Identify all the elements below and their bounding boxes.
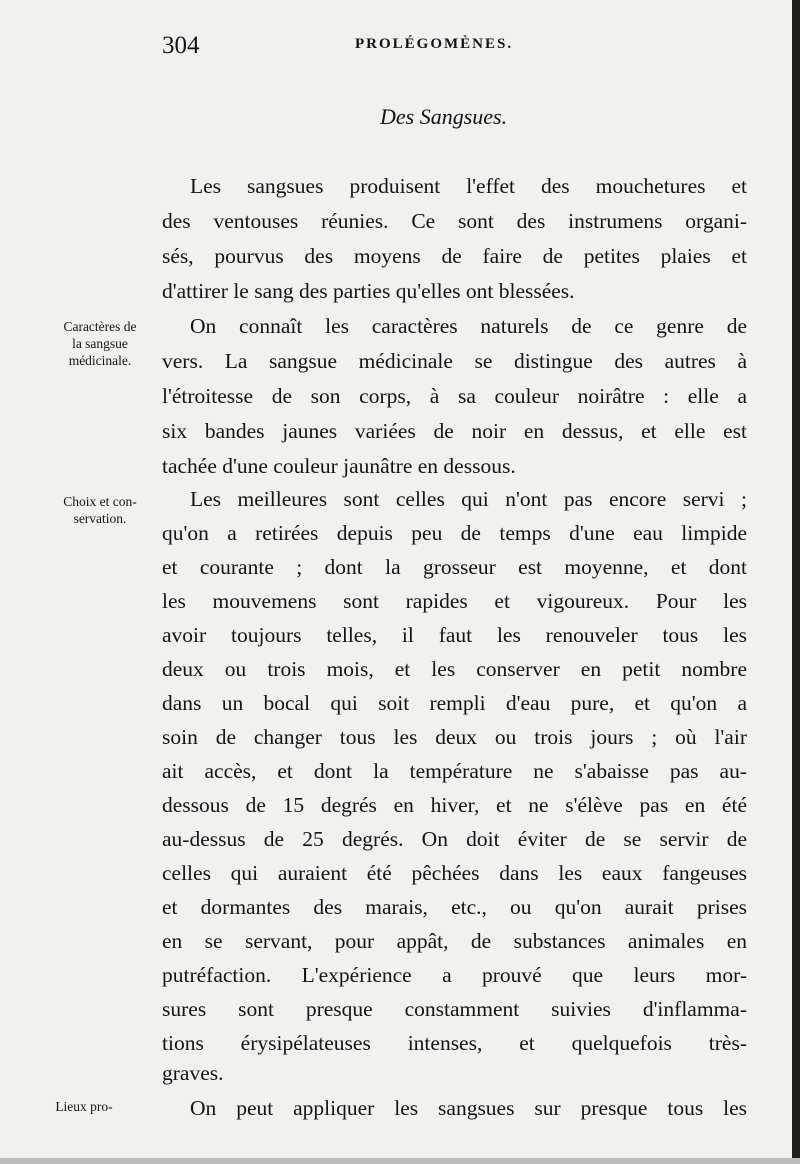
body-line: soin de changer tous les deux ou trois jours ; où l'air xyxy=(162,725,747,749)
margin-note-line: Lieux pro- xyxy=(55,1099,113,1114)
body-line: putréfaction. L'expérience a prouvé que leurs mor- xyxy=(162,963,747,987)
page-number: 304 xyxy=(162,32,200,59)
body-line: l'étroitesse de son corps, à sa couleur noirâtre : elle a xyxy=(162,384,747,408)
body-line: graves. xyxy=(162,1061,224,1085)
margin-note-line: Choix et con- xyxy=(63,494,137,509)
running-head: PROLÉGOMÈNES. xyxy=(355,36,514,52)
body-line: qu'on a retirées depuis peu de temps d'une eau limpide xyxy=(162,521,747,545)
body-line: six bandes jaunes variées de noir en dessus, et elle est xyxy=(162,419,747,443)
margin-note-lieux xyxy=(34,1098,134,1115)
page-edge-shadow xyxy=(792,0,800,1164)
body-line: tions érysipélateuses intenses, et quelquefois très- xyxy=(162,1031,747,1055)
body-line: sés, pourvus des moyens de faire de petites plaies et xyxy=(162,244,747,268)
body-line: et courante ; dont la grosseur est moyenne, et dont xyxy=(162,555,747,579)
body-line: avoir toujours telles, il faut les renouveler tous les xyxy=(162,623,747,647)
body-line: au-dessus de 25 degrés. On doit éviter de se servir de xyxy=(162,827,747,851)
body-line: ait accès, et dont la température ne s'abaisse pas au- xyxy=(162,759,747,783)
body-line: On connaît les caractères naturels de ce genre de xyxy=(190,314,747,338)
body-line: Les meilleures sont celles qui n'ont pas encore servi ; xyxy=(190,487,747,511)
margin-note-choix xyxy=(42,493,158,527)
body-line: en se servant, pour appât, de substances animales en xyxy=(162,929,747,953)
body-line: dans un bocal qui soit rempli d'eau pure, et qu'on a xyxy=(162,691,747,715)
margin-note-line: médicinale. xyxy=(68,353,132,368)
section-title: Des Sangsues. xyxy=(380,104,508,129)
body-line: d'attirer le sang des parties qu'elles ont blessées. xyxy=(162,279,575,303)
body-line: vers. La sangsue médicinale se distingue des autres à xyxy=(162,349,747,373)
body-line: dessous de 15 degrés en hiver, et ne s'élève pas en été xyxy=(162,793,747,817)
body-line: Les sangsues produisent l'effet des mouchetures et xyxy=(190,174,747,198)
page-bottom-edge xyxy=(0,1158,800,1164)
body-line: et dormantes des marais, etc., ou qu'on aurait prises xyxy=(162,895,747,919)
margin-note-caracteres xyxy=(42,318,158,369)
body-line: On peut appliquer les sangsues sur presque tous les xyxy=(190,1096,747,1120)
body-line: deux ou trois mois, et les conserver en petit nombre xyxy=(162,657,747,681)
body-line: sures sont presque constamment suivies d'inflamma- xyxy=(162,997,747,1021)
body-line: tachée d'une couleur jaunâtre en dessous. xyxy=(162,454,516,478)
body-line: les mouvemens sont rapides et vigoureux. Pour les xyxy=(162,589,747,613)
margin-note-line: servation. xyxy=(73,511,127,526)
margin-note-line: Caractères de xyxy=(63,319,137,334)
body-line: des ventouses réunies. Ce sont des instrumens organi- xyxy=(162,209,747,233)
margin-note-line: la sangsue xyxy=(72,336,128,351)
body-line: celles qui auraient été pêchées dans les eaux fangeuses xyxy=(162,861,747,885)
